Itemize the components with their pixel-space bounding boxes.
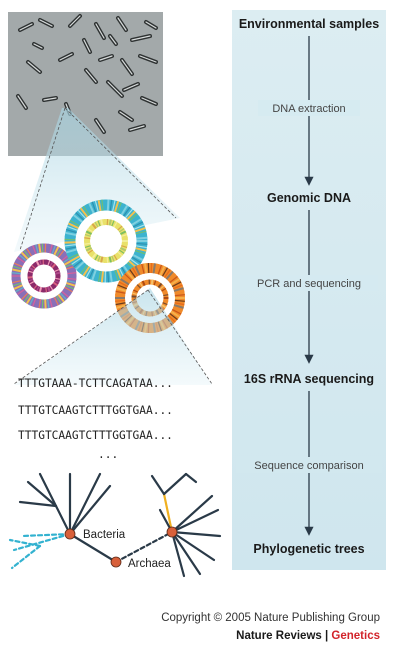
step-environmental-samples: Environmental samples [238,17,380,31]
genome-ring-stripe [145,263,146,273]
bacteria-node [65,529,75,539]
genome-ring-stripe [152,280,153,285]
genome-ring-stripe [154,263,155,273]
genome-ring-stripe [136,238,147,239]
genome-ring-stripe [28,277,33,278]
journal-separator: | [325,630,329,642]
genome-ring-stripe [110,220,111,226]
sequence-line-1: TTTGTAAA-TCTTCAGATAA... [18,377,173,390]
genome-ring-stripe [40,287,41,292]
genome-ring-stripe [101,257,102,263]
genome-ring-stripe [28,274,33,275]
journal-credit [236,630,380,642]
sequence-line-3: TTTGTCAAGTCTTTGGTGAA... [18,429,173,442]
genome-ring-stripe [102,271,103,282]
arrow-label-sequence-comparison: Sequence comparison [254,460,364,472]
root-node [111,557,121,567]
genome-ring-stripe [46,260,47,265]
genome-ring-stripe [46,287,47,292]
step-phylogenetic-trees: Phylogenetic trees [253,542,365,556]
archaea-node [167,527,177,537]
arrow-label-pcr-sequencing: PCR and sequencing [257,278,361,290]
sequence-ellipsis: ... [98,448,119,461]
copyright-text: Copyright © 2005 Nature Publishing Group [161,612,380,624]
genome-ring-stripe [108,200,109,211]
genome-ring-stripe [108,271,109,282]
journal-section: Genetics [331,630,380,642]
genome-ring-stripe [12,278,21,279]
step-genomic-dna: Genomic DNA [266,191,352,205]
arrow-label-dna-extraction: DNA extraction [272,103,346,115]
genome-ring-stripe [110,257,111,263]
genome-ring-stripe [39,244,40,253]
step-16s-rrna-sequencing: 16S rRNA sequencing [243,372,375,386]
bacteria-label: Bacteria [83,529,126,541]
genome-ring-stripe [48,244,49,253]
sequence-line-2: TTTGTCAAGTCTTTGGTGAA... [18,404,173,417]
genome-ring-stripe [101,220,102,226]
journal-name: Nature Reviews [236,630,322,642]
genome-ring-stripe [55,273,60,274]
archaea-label: Archaea [128,558,171,570]
